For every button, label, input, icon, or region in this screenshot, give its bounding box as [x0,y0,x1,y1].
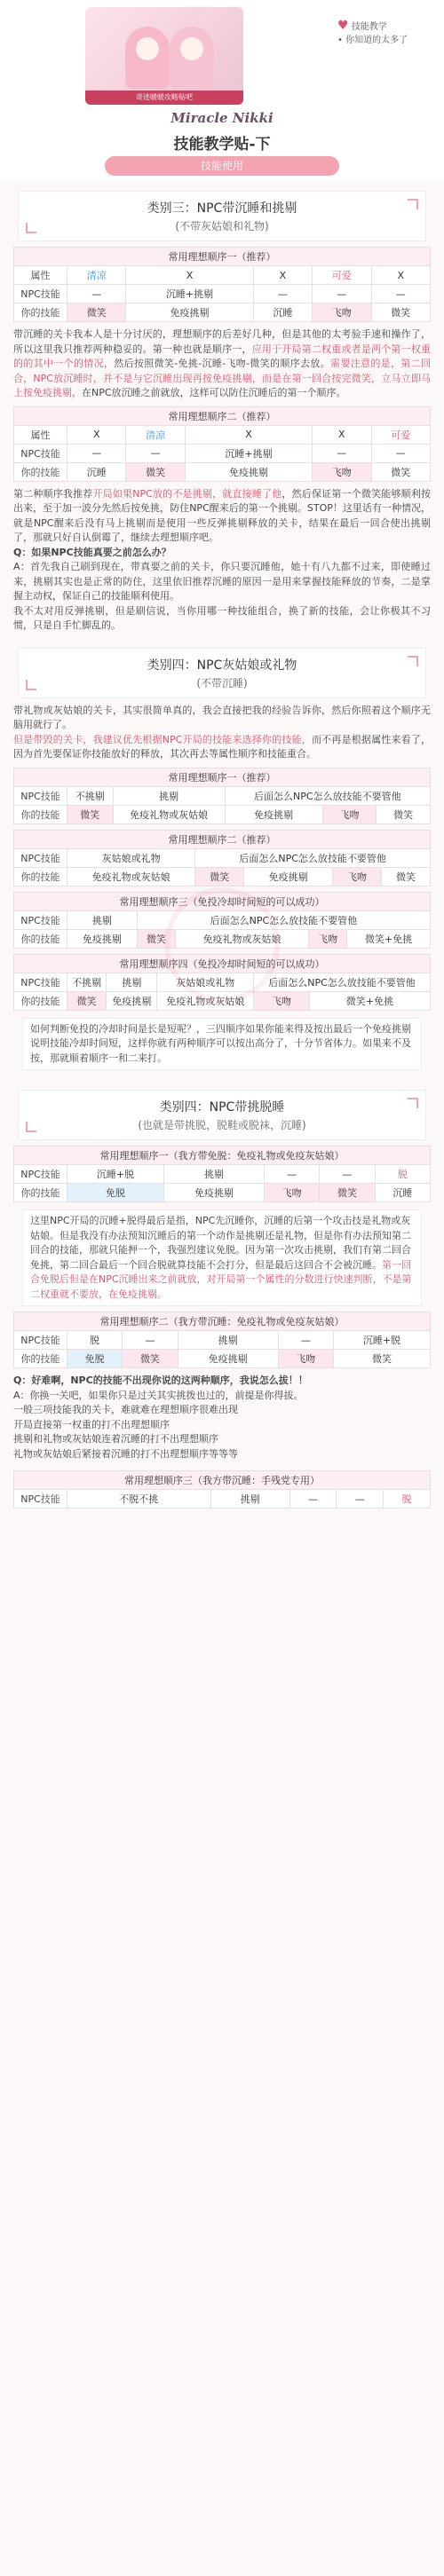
table-cell: 沉睡+挑剔 [185,444,312,462]
table-cell: 常用理想顺序二（推荐） [14,830,431,848]
table-cell: 微笑 [320,1184,375,1202]
table-cell: NPC技能 [14,444,67,462]
table-cell: — [371,285,430,303]
table-cell: 免疫挑剔 [107,991,157,1010]
brand-name: 技能教学 [351,22,387,32]
table-row [14,462,431,481]
table-row [14,1331,431,1350]
note-box: 这里NPC开局的沉睡+脱得最后是指，NPC先沉睡你，沉睡的后第一个攻击技是礼物或灰姑娘。但是我没有办法预知沉睡后的第一个动作是挑剔还是礼物，但是你有办法预知第二回合的技能，那就只能押一个，我强烈建议免脱。因为第一次攻击挑剔，我们有第二回合免挑，第二回合最后一个回合脱就算技能不会打分，但是最后这回合不会被沉睡。第一回合免脱后但是在NPC沉睡出来之前就放，对开局第一个属性的分数进行快速判断，不是第二权重就不要放，在免疫挑剔。 [22,1209,422,1306]
table-cell: 你的技能 [14,462,67,481]
table-cell: 沉睡 [253,303,312,322]
table-cell: 沉睡+挑剔 [126,285,253,303]
table-cell: 沉睡+脱 [67,1165,164,1184]
table-row [14,266,431,285]
order-table [13,1146,431,1202]
table-cell: 微笑 [377,805,431,823]
paragraph: Q：好难啊，NPC的技能不出现你说的这两种顺序，我说怎么拔！！ A：你换一关吧，如果你只是过关其实挑拨也过的，前提是你得拔。 一般三项技能我的关卡，难就难在理想顺序很难出现 开局直接第一权重的打不出理想顺序 挑剔和礼物或灰姑娘连着沉睡的打不出理想顺序 礼物或灰姑娘后紧接着沉睡的打不出理想顺序等等等 [13,1375,308,1460]
art-caption: 奇迹暖暖攻略贴吧 [85,91,243,105]
table-cell: 你的技能 [14,867,67,886]
table-cell: 清凉 [126,425,185,444]
table-cell: 沉睡 [67,462,126,481]
brand-subtitle: • 你知道的太多了 [337,35,408,45]
table-cell: 常用理想顺序一（推荐） [14,768,431,786]
table-cell: — [313,444,371,462]
brand-block [337,20,408,47]
table-cell: 常用理想顺序四（免投冷却时间短的可以成功） [14,954,431,973]
table-cell: — [253,285,312,303]
table-cell: 你的技能 [14,1350,67,1368]
table-cell: 免疫挑剔 [225,805,322,823]
table-cell: 不脱不挑 [67,1490,211,1509]
note-box: 如何判断免投的冷却时间是长是短呢？，三四顺序如果你能来得及按出最后一个免疫挑剔说明技能冷却时间短，这样你就有两种顺序可以按出高分了，十分节省体力。如果来不及按，那就顺着顺序一和二来打。 [22,1018,422,1071]
table-cell: — [67,444,126,462]
section-subtitle: (不带沉睡) [196,676,248,689]
order-table [13,1312,431,1368]
table-row [14,1490,431,1509]
table-cell: — [67,285,126,303]
table-cell: NPC技能 [14,1165,67,1184]
table-row [14,303,431,322]
table-cell: 微笑 [195,867,244,886]
section-title: 类别四：NPC带挑脱睡 [159,1100,285,1115]
table-cell: 微笑 [67,805,114,823]
table-row [14,1165,431,1184]
watermark-seal [164,887,280,1003]
table-cell: 后面怎么NPC怎么放技能不要管他 [195,848,431,867]
table-cell: 微笑+免挑 [347,929,431,948]
table-cell: 后面怎么NPC怎么放技能不要管他 [253,973,430,991]
table-cell: 挑剔 [67,910,138,929]
section-tab[interactable]: 技能使用 [105,156,339,176]
page-title: 技能教学贴-下 [173,136,271,154]
table-cell: NPC技能 [14,910,67,929]
table-cell: 微笑 [333,1350,430,1368]
table-cell: 飞吻 [322,805,377,823]
table-cell: 免疫挑剔 [244,867,333,886]
paragraph: 带礼物或灰姑娘的关卡，其实很简单真的，我会直接把我的经验告诉你，然后你照着这个顺序无脑用就行了。 但是带毁的关卡，我建议优先根据NPC开局的技能来选择你的技能，而不再是根据属性来看了，因为首先要保证你技能放好的释放，其次再去等属性顺序和技能重合。 [13,704,432,760]
table-cell: 属性 [14,425,67,444]
table-cell: 脱 [384,1490,431,1509]
table-cell: X [185,425,312,444]
table-cell: 微笑 [381,867,430,886]
table-caption: 常用理想顺序一（推荐） [14,248,431,266]
table-cell: 微笑 [371,303,430,322]
paragraph: 带沉睡的关卡我本人是十分讨厌的，理想顺序的后差好几种，但是其他的太考验手速和操作了，所以这里我只推荐两种稳妥的。第一种也就是顺序一，应用于开局第二权重或者是两个第一权重的的其中一个的情况，然后按照微笑-免挑-沉睡-飞吻-微笑的顺序去放。需要注意的是，第二回合，NPC放沉睡时，并不是与它沉睡出现再按免疫挑剔，而是在第一回合按完微笑，立马立即马上按免疫挑剔，在NPC放沉睡之前就放，这样可以防住沉睡后的第一个顺序。 [13,328,432,398]
table-cell: X [126,266,253,285]
table-row [14,1184,431,1202]
table-cell: 不挑剔 [67,786,114,805]
table-cell: 免疫礼物或灰姑娘 [157,991,254,1010]
table-cell: — [337,1490,384,1509]
table-cell: NPC技能 [14,973,67,991]
table-cell: X [313,425,371,444]
table-cell: 微笑 [137,929,175,948]
table-cell: — [123,1331,178,1350]
logo-text: Miracle Nikki [170,110,274,126]
heart-icon: ♥ [337,19,349,33]
table-cell: X [67,425,126,444]
table-row [14,425,431,444]
order-table [13,1470,431,1509]
table-cell: NPC技能 [14,1331,67,1350]
header-illustration [85,7,243,105]
table-cell: — [278,1331,333,1350]
table-cell: 后面怎么NPC怎么放技能不要管他 [137,910,430,929]
table-cell: 你的技能 [14,805,67,823]
order-table [13,830,431,886]
table-cell: 免疫挑剔 [126,303,253,322]
order-table [13,768,431,824]
table-cell: 沉睡 [375,1184,430,1202]
header [0,0,444,182]
table-cell: 免疫礼物或灰姑娘 [113,805,225,823]
character-figure [170,27,214,89]
table-cell: NPC技能 [14,285,67,303]
section-header [18,1090,426,1140]
table-cell: NPC技能 [14,786,67,805]
table-cell: 你的技能 [14,929,67,948]
table-cell: 飞吻 [253,991,309,1010]
table-row [14,1350,431,1368]
table-cell: 沉睡+脱 [333,1331,430,1350]
table-cell: 飞吻 [308,929,346,948]
table-cell: 可爱 [313,266,371,285]
table-cell: 属性 [14,266,67,285]
table-cell: 飞吻 [313,462,371,481]
table-cell: 微笑 [371,462,430,481]
table-cell: X [371,266,430,285]
table-cell: — [320,1165,375,1184]
table-cell: — [126,444,185,462]
order-table [13,247,431,322]
character-figure [125,27,170,89]
table-cell: 微笑 [67,991,107,1010]
table-cell: 免疫挑剔 [163,1184,264,1202]
table-cell: 飞吻 [333,867,382,886]
table-cell: 常用理想顺序三（我方带沉睡：手残党专用） [14,1471,431,1490]
table-cell: 清凉 [67,266,126,285]
order-table [13,406,431,482]
table-cell: 飞吻 [313,303,371,322]
table-cell: — [289,1490,337,1509]
table-cell: 可爱 [371,425,430,444]
table-cell: 你的技能 [14,1184,67,1202]
table-cell: 常用理想顺序三（免投冷却时间短的可以成功） [14,892,431,910]
table-cell: 微笑 [126,462,185,481]
section-title: 类别三：NPC带沉睡和挑剔 [147,201,297,216]
table-row [14,444,431,462]
table-row [14,848,431,867]
table-cell: 灰姑娘或礼物 [157,973,254,991]
table-cell: 挑剔 [107,973,157,991]
table-cell: 挑剔 [113,786,225,805]
table-cell: — [265,1165,320,1184]
section-subtitle: (不带灰姑娘和礼物) [175,220,269,232]
section-header [18,648,426,698]
table-cell: 免疫挑剔 [185,462,312,481]
table-cell: 常用理想顺序一（我方带免脱：免疫礼物或免疫灰姑娘） [14,1146,431,1165]
table-cell: 微笑 [67,303,126,322]
table-cell: 脱 [67,1331,123,1350]
table-cell: 微笑 [123,1350,178,1368]
table-cell: NPC技能 [14,848,67,867]
table-cell: 挑剔 [163,1165,264,1184]
table-cell: 常用理想顺序二（我方带沉睡：免疫礼物或免疫灰姑娘） [14,1312,431,1331]
table-cell: 挑剔 [178,1331,278,1350]
table-cell: 免疫礼物或灰姑娘 [176,929,309,948]
table-cell: 飞吻 [265,1184,320,1202]
table-row [14,805,431,823]
section-subtitle: (也就是带挑脱，脱鞋或脱袜，沉睡) [138,1119,306,1131]
paragraph: 第二种顺序我推荐开局如果NPC放的不是挑剔，就直接睡了他，然后保证第一个微笑能够顺利按出来，至于加一波分先然后按免挑，防住NPC醒来后的第一个挑剔。STOP！这里话有一种情况，就是NPC醒来后没有马上挑剔而是使用一些反弹挑剔释放的关卡，结果在最后一回合使出挑剔了，那就只好自认倒霉了，继续去理想顺序吧。 Q：如果NPC技能真要之前怎么办？ A：首先我自己刷到现在，带真要之前的关卡，你只要沉睡他，她十有八九都不过来，即使睡过来，挑剔其实也是正常的防住，这里依旧推荐沉睡的原因一是用来掌握技能释放的节奏，二是掌握主动权，保证自己的技能顺利使用。 我不太对用反弹挑剔，但是刷信说，当你用哪一种技能组合，换了新的技能，会让你极其不习惯，只是自手忙脚乱的。 [13,487,432,631]
table-cell: 挑剔 [210,1490,289,1509]
table-cell: 飞吻 [278,1350,333,1368]
table-cell: 后面怎么NPC怎么放技能不要管他 [225,786,430,805]
table-cell: 免脱 [67,1350,123,1368]
table-cell: 免脱 [67,1184,164,1202]
table-row [14,285,431,303]
table-cell: 脱 [375,1165,430,1184]
table-cell: NPC技能 [14,1490,67,1509]
table-cell: X [253,266,312,285]
table-cell: 免疫礼物或灰姑娘 [67,867,195,886]
table-cell: — [313,285,371,303]
table-caption: 常用理想顺序二（推荐） [14,406,431,425]
table-cell: 不挑剔 [67,973,107,991]
table-cell: 你的技能 [14,303,67,322]
table-cell: 免疫挑剔 [67,929,138,948]
section-title: 类别四：NPC灰姑娘或礼物 [147,658,297,673]
table-cell: 你的技能 [14,991,67,1010]
table-cell: 灰姑娘或礼物 [67,848,195,867]
table-cell: 微笑+免挑 [310,991,431,1010]
section-header [18,191,426,241]
table-row [14,867,431,886]
table-cell: — [371,444,430,462]
table-cell: 免疫挑剔 [178,1350,278,1368]
table-row [14,786,431,805]
